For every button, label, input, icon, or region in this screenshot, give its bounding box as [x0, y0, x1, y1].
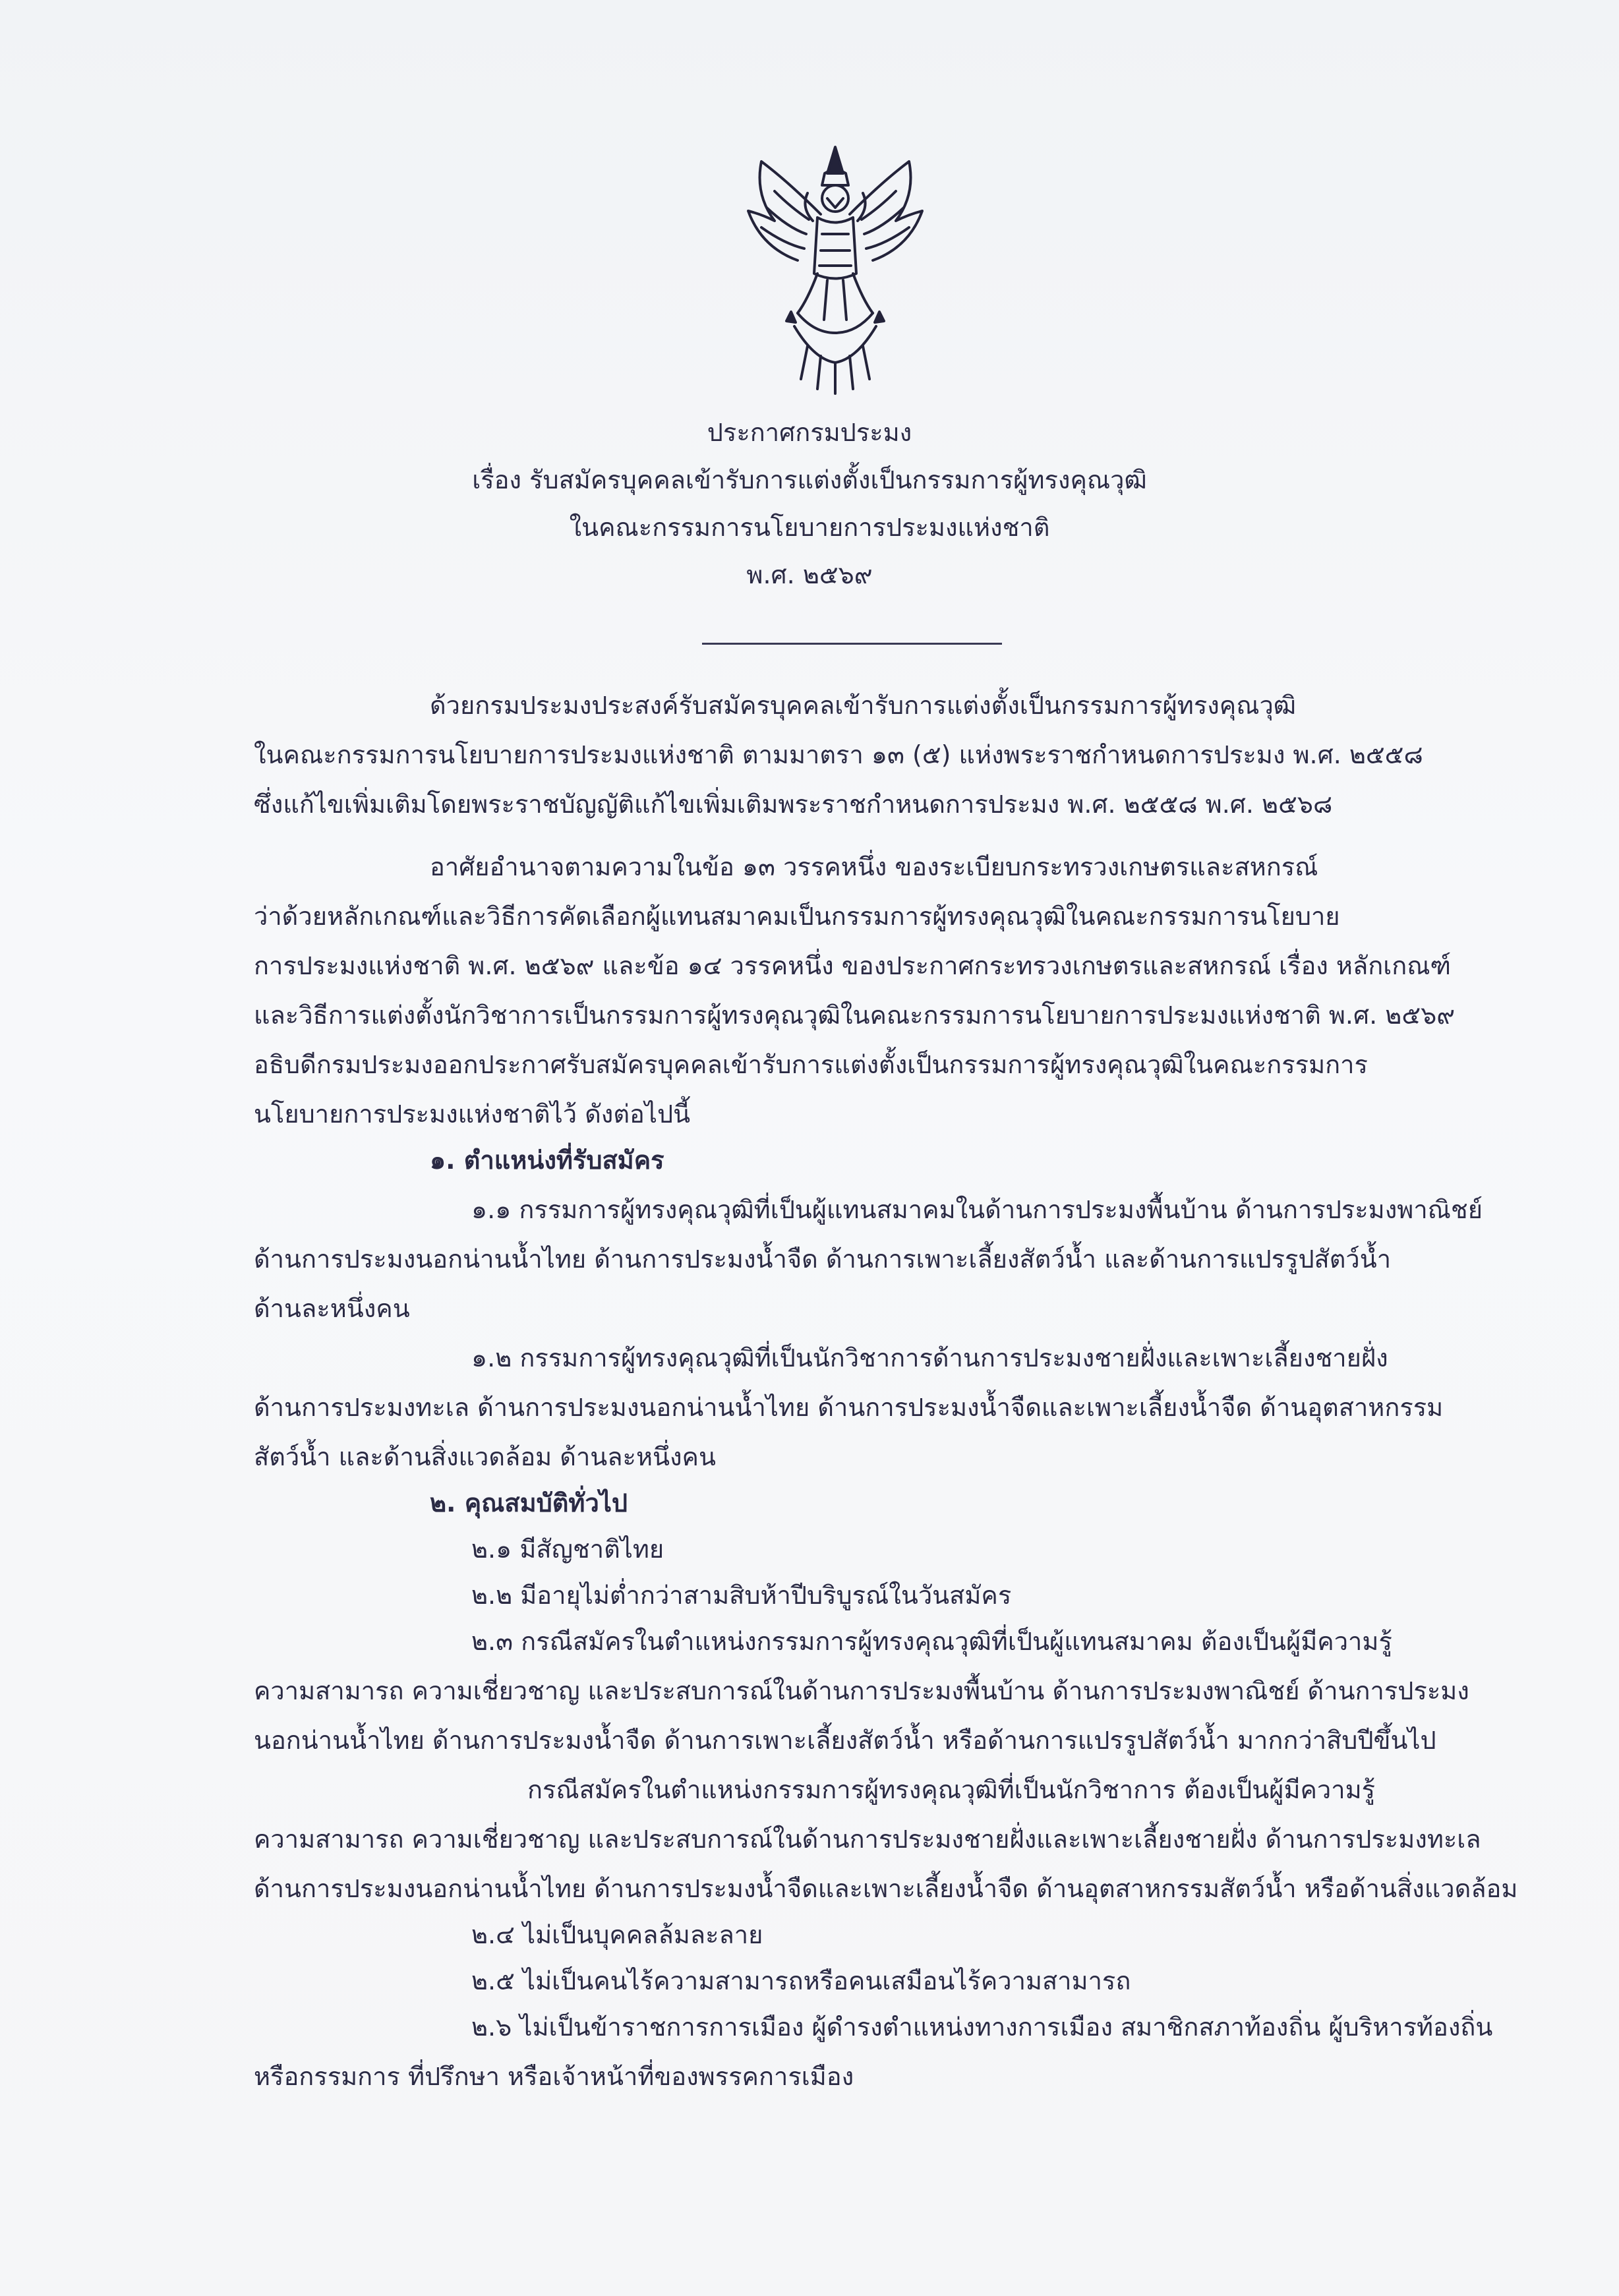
document-subject-line-2: ในคณะกรรมการนโยบายการประมงแห่งชาติ	[569, 513, 1050, 542]
body-line: อธิบดีกรมประมงออกประกาศรับสมัครบุคคลเข้ารับการแต่งตั้งเป็นกรรมการผู้ทรงคุณวุฒิในคณะกรรมการ	[254, 1050, 1368, 1079]
body-line: อาศัยอำนาจตามความในข้อ ๑๓ วรรคหนึ่ง ของระเบียบกระทรวงเกษตรและสหกรณ์	[430, 852, 1318, 881]
garuda-emblem-icon	[735, 135, 936, 399]
body-line: ความสามารถ ความเชี่ยวชาญ และประสบการณ์ในด้านการประมงพื้นบ้าน ด้านการประมงพาณิชย์ ด้านการประมง	[254, 1676, 1469, 1705]
body-line: ด้านการประมงนอกน่านน้ำไทย ด้านการประมงน้ำจืดและเพาะเลี้ยงน้ำจืด ด้านอุตสาหกรรมสัตว์น้ำ หรือด้านสิ่งแวดล้อม	[254, 1874, 1518, 1903]
body-line: ๑.๒ กรรมการผู้ทรงคุณวุฒิที่เป็นนักวิชาการด้านการประมงชายฝั่งและเพาะเลี้ยงชายฝั่ง	[471, 1343, 1388, 1372]
section-heading: ๒. คุณสมบัติทั่วไป	[430, 1488, 628, 1517]
body-line: ด้านละหนึ่งคน	[254, 1294, 410, 1323]
body-line: ความสามารถ ความเชี่ยวชาญ และประสบการณ์ในด้านการประมงชายฝั่งและเพาะเลี้ยงชายฝั่ง ด้านการประมงทะเล	[254, 1825, 1481, 1854]
body-line: หรือกรรมการ ที่ปรึกษา หรือเจ้าหน้าที่ของพรรคการเมือง	[254, 2062, 854, 2091]
document-subject-line-1: เรื่อง รับสมัครบุคคลเข้ารับการแต่งตั้งเป็นกรรมการผู้ทรงคุณวุฒิ	[472, 465, 1147, 494]
body-line: ๒.๑ มีสัญชาติไทย	[471, 1535, 664, 1564]
body-line: ด้านการประมงนอกน่านน้ำไทย ด้านการประมงน้ำจืด ด้านการเพาะเลี้ยงสัตว์น้ำ และด้านการแปรรูปสัตว์น้ำ	[254, 1245, 1392, 1274]
document-title: ประกาศกรมประมง	[707, 418, 912, 447]
body-line: ว่าด้วยหลักเกณฑ์และวิธีการคัดเลือกผู้แทนสมาคมเป็นกรรมการผู้ทรงคุณวุฒิในคณะกรรมการนโยบาย	[254, 902, 1340, 931]
body-line: ๒.๕ ไม่เป็นคนไร้ความสามารถหรือคนเสมือนไร้ความสามารถ	[471, 1966, 1131, 1995]
body-line: ๒.๖ ไม่เป็นข้าราชการการเมือง ผู้ดำรงตำแหน่งทางการเมือง สมาชิกสภาท้องถิ่น ผู้บริหารท้องถิ่น	[471, 2013, 1493, 2042]
body-line: และวิธีการแต่งตั้งนักวิชาการเป็นกรรมการผู้ทรงคุณวุฒิในคณะกรรมการนโยบายการประมงแห่งชาติ พ.ศ. ๒๕๖๙	[254, 1001, 1456, 1030]
body-line: ๒.๒ มีอายุไม่ต่ำกว่าสามสิบห้าปีบริบูรณ์ในวันสมัคร	[471, 1581, 1012, 1610]
body-line: ซึ่งแก้ไขเพิ่มเติมโดยพระราชบัญญัติแก้ไขเพิ่มเติมพระราชกำหนดการประมง พ.ศ. ๒๕๕๘ พ.ศ. ๒๕๖๘	[254, 790, 1333, 819]
body-line: ๒.๓ กรณีสมัครในตำแหน่งกรรมการผู้ทรงคุณวุฒิที่เป็นผู้แทนสมาคม ต้องเป็นผู้มีความรู้	[471, 1627, 1392, 1656]
body-line: สัตว์น้ำ และด้านสิ่งแวดล้อม ด้านละหนึ่งคน	[254, 1442, 716, 1471]
body-line: ด้านการประมงทะเล ด้านการประมงนอกน่านน้ำไทย ด้านการประมงน้ำจืดและเพาะเลี้ยงน้ำจืด ด้านอุตสาหกรรม	[254, 1393, 1444, 1422]
body-line: นอกน่านน้ำไทย ด้านการประมงน้ำจืด ด้านการเพาะเลี้ยงสัตว์น้ำ หรือด้านการแปรรูปสัตว์น้ำ มากกว่าสิบปีขึ้นไป	[254, 1726, 1436, 1755]
body-line: กรณีสมัครในตำแหน่งกรรมการผู้ทรงคุณวุฒิที่เป็นนักวิชาการ ต้องเป็นผู้มีความรู้	[527, 1775, 1376, 1804]
section-heading: ๑. ตำแหน่งที่รับสมัคร	[430, 1146, 664, 1175]
body-line: ด้วยกรมประมงประสงค์รับสมัครบุคคลเข้ารับการแต่งตั้งเป็นกรรมการผู้ทรงคุณวุฒิ	[430, 691, 1297, 720]
body-line: นโยบายการประมงแห่งชาติไว้ ดังต่อไปนี้	[254, 1100, 691, 1129]
title-divider	[702, 643, 1002, 645]
document-year: พ.ศ. ๒๕๖๙	[746, 560, 873, 589]
body-line: ๒.๔ ไม่เป็นบุคคลล้มละลาย	[471, 1920, 763, 1949]
body-line: ๑.๑ กรรมการผู้ทรงคุณวุฒิที่เป็นผู้แทนสมาคมในด้านการประมงพื้นบ้าน ด้านการประมงพาณิชย์	[471, 1195, 1483, 1224]
body-line: ในคณะกรรมการนโยบายการประมงแห่งชาติ ตามมาตรา ๑๓ (๕) แห่งพระราชกำหนดการประมง พ.ศ. ๒๕๕๘	[254, 740, 1423, 769]
body-line: การประมงแห่งชาติ พ.ศ. ๒๕๖๙ และข้อ ๑๔ วรรคหนึ่ง ของประกาศกระทรวงเกษตรและสหกรณ์ เรื่อง หลักเกณฑ์	[254, 951, 1452, 980]
